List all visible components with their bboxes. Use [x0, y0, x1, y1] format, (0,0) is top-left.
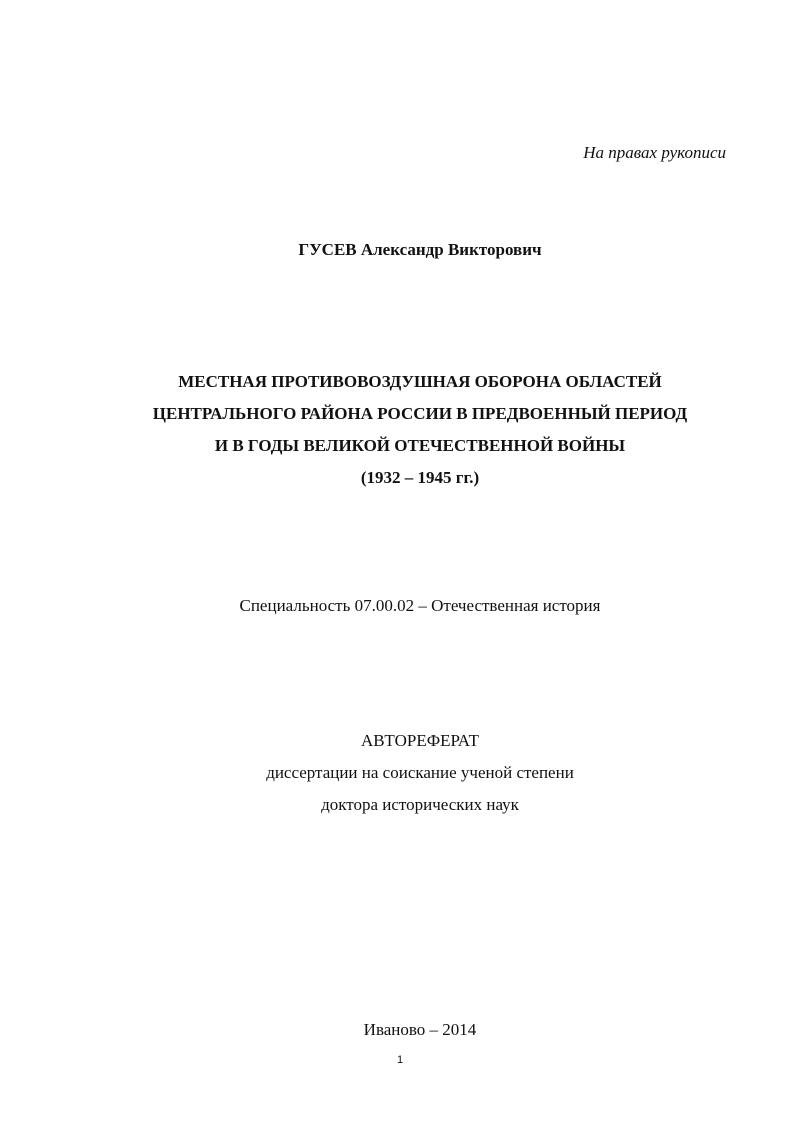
specialty-line: Специальность 07.00.02 – Отечественная история	[239, 596, 601, 615]
abstract-label: АВТОРЕФЕРАТ	[361, 731, 479, 750]
abstract-degree-line-2: доктора исторических наук	[321, 795, 519, 814]
manuscript-note: На правах рукописи	[583, 143, 726, 162]
page-number: 1	[396, 1054, 404, 1066]
author-name: ГУСЕВ Александр Викторович	[298, 240, 542, 259]
title-line-4: (1932 – 1945 гг.)	[360, 468, 480, 487]
title-line-2: ЦЕНТРАЛЬНОГО РАЙОНА РОССИИ В ПРЕДВОЕННЫЙ ПЕРИОД	[152, 404, 688, 423]
dissertation-title	[0, 366, 800, 494]
abstract-degree-line-1: диссертации на соискание ученой степени	[266, 763, 574, 782]
abstract-block	[0, 725, 800, 821]
title-line-1: МЕСТНАЯ ПРОТИВОВОЗДУШНАЯ ОБОРОНА ОБЛАСТЕЙ	[178, 372, 662, 391]
title-line-3: И В ГОДЫ ВЕЛИКОЙ ОТЕЧЕСТВЕННОЙ ВОЙНЫ	[214, 436, 626, 455]
place-year: Иваново – 2014	[363, 1020, 477, 1039]
